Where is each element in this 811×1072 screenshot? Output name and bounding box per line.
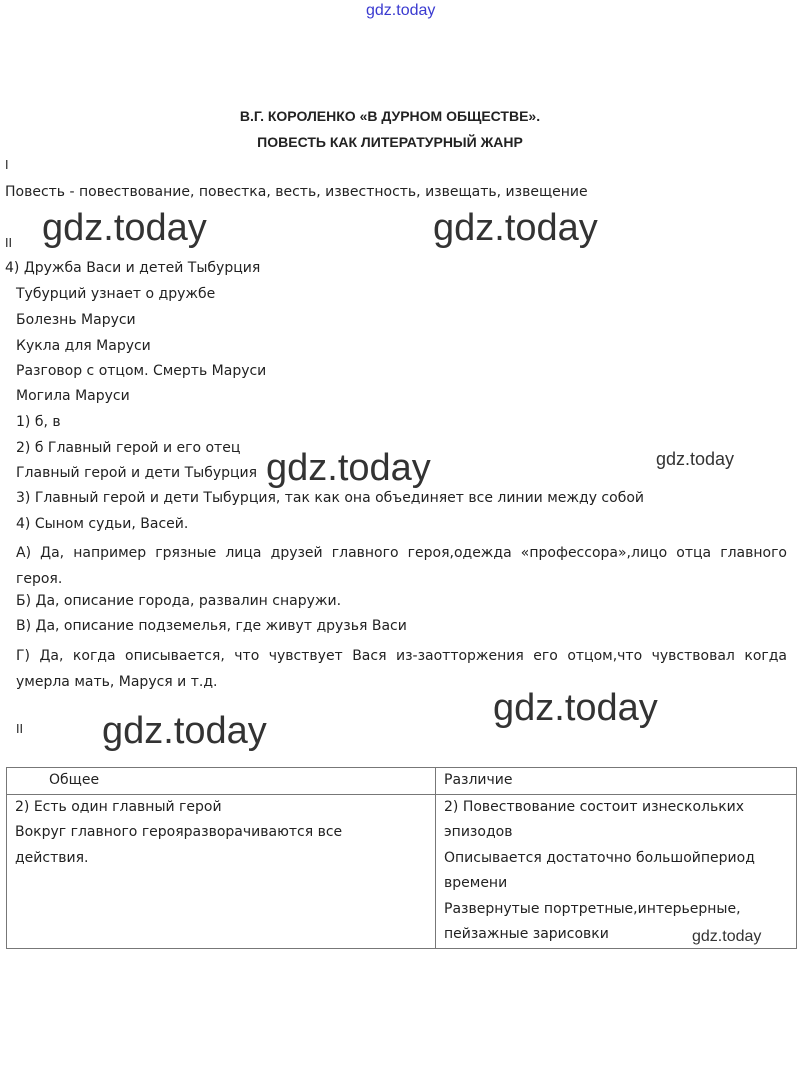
plan-item: Могила Маруси bbox=[16, 388, 130, 404]
section-2-heading: 4) Дружба Васи и детей Тыбурция bbox=[5, 260, 261, 276]
plan-item: Тубурций узнает о дружбе bbox=[16, 286, 216, 302]
diff-cell bbox=[436, 794, 797, 948]
common-line: действия. bbox=[15, 849, 89, 866]
common-line: 2) Есть один главный герой bbox=[15, 798, 222, 815]
watermark-top: gdz.today bbox=[366, 2, 436, 19]
common-line: Вокруг главного герояразворачиваются все bbox=[15, 824, 343, 840]
header-diff: Различие bbox=[436, 768, 797, 795]
diff-line: 2) Повествование состоит изнескольких bbox=[444, 798, 745, 815]
watermark-5: gdz.today bbox=[493, 687, 658, 729]
answer-a: А) Да, например грязные лица друзей главного героя,одежда «профессора»,лицо отца главного героя. bbox=[16, 545, 787, 587]
page-subtitle: ПОВЕСТЬ КАК ЛИТЕРАТУРНЫЙ ЖАНР bbox=[257, 134, 523, 150]
answer-g: Г) Да, когда описывается, что чувствует Вася из-заотторжения его отцом,что чувствовал когда умерла мать, Маруся и т.д. bbox=[16, 648, 787, 690]
plan-item: Кукла для Маруси bbox=[16, 338, 151, 354]
watermark-7: gdz.today bbox=[692, 928, 762, 945]
watermark-1: gdz.today bbox=[42, 207, 207, 249]
section-2-marker: II bbox=[5, 236, 13, 250]
diff-line: времени bbox=[444, 875, 508, 891]
watermark-4: gdz.today bbox=[656, 449, 735, 469]
comparison-table bbox=[6, 767, 797, 949]
answer-1: 1) б, в bbox=[16, 414, 61, 430]
answer-b: Б) Да, описание города, развалин снаружи. bbox=[16, 593, 342, 609]
plan-item: Болезнь Маруси bbox=[16, 312, 136, 328]
diff-line: эпизодов bbox=[444, 824, 513, 840]
plan-item: Разговор с отцом. Смерть Маруси bbox=[16, 363, 267, 379]
section-1-text: Повесть - повествование, повестка, весть, известность, извещать, извещение bbox=[5, 184, 588, 200]
diff-line: пейзажные зарисовки bbox=[444, 926, 609, 942]
answer-3: 3) Главный герой и дети Тыбурция, так как она объединяет все линии между собой bbox=[16, 490, 644, 506]
answer-4: 4) Сыном судьи, Васей. bbox=[16, 516, 189, 532]
answer-v: В) Да, описание подземелья, где живут друзья Васи bbox=[16, 618, 407, 634]
table-row bbox=[7, 794, 797, 948]
watermark-6: gdz.today bbox=[102, 710, 267, 752]
section-3-marker: II bbox=[16, 722, 24, 736]
answer-2: 2) б Главный герой и его отец bbox=[16, 440, 241, 456]
table-header-row bbox=[7, 768, 797, 795]
watermark-2: gdz.today bbox=[433, 207, 598, 249]
page-title: В.Г. КОРОЛЕНКО «В ДУРНОМ ОБЩЕСТВЕ». bbox=[239, 108, 541, 124]
watermark-3: gdz.today bbox=[266, 447, 431, 489]
diff-line: Описывается достаточно большойпериод bbox=[444, 849, 755, 866]
diff-line: Развернутые портретные,интерьерные, bbox=[444, 900, 741, 917]
answer-2-cont: Главный герой и дети Тыбурция bbox=[16, 465, 258, 481]
common-cell bbox=[7, 794, 436, 948]
header-common: Общее bbox=[7, 768, 436, 795]
section-1-marker: I bbox=[5, 158, 9, 172]
